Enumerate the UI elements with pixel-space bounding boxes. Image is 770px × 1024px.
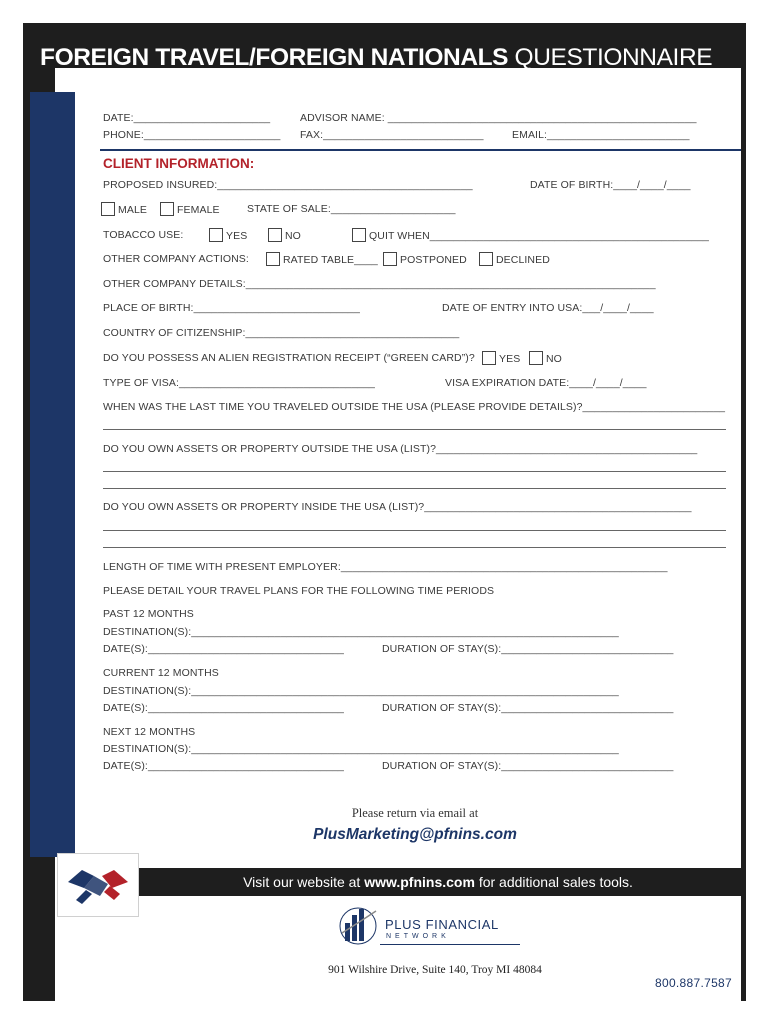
checkbox[interactable] bbox=[268, 228, 282, 242]
period-label: PAST 12 MONTHS bbox=[103, 608, 194, 620]
tobacco-use-label: TOBACCO USE: bbox=[103, 229, 184, 241]
postponed-option[interactable]: POSTPONED bbox=[383, 252, 467, 266]
assets-outside-field[interactable]: DO YOU OWN ASSETS OR PROPERTY OUTSIDE THE USA (LIST)?____________________________________________ bbox=[103, 443, 698, 455]
female-option[interactable]: FEMALE bbox=[160, 202, 220, 216]
green-card-yes-option[interactable]: YES bbox=[482, 351, 520, 365]
state-of-sale-field[interactable]: STATE OF SALE:_____________________ bbox=[247, 203, 456, 215]
fax-field[interactable]: FAX:___________________________ bbox=[300, 129, 484, 141]
left-accent-bar bbox=[30, 92, 75, 857]
answer-line[interactable] bbox=[103, 547, 726, 548]
duration-field[interactable]: DURATION OF STAY(S):_____________________________ bbox=[382, 702, 674, 714]
visa-expiration-field[interactable]: VISA EXPIRATION DATE:____/____/____ bbox=[445, 377, 647, 389]
company-logo-icon bbox=[336, 903, 382, 954]
destinations-field[interactable]: DESTINATION(S):________________________________________________________________________ bbox=[103, 685, 619, 697]
other-details-field[interactable]: OTHER COMPANY DETAILS:_____________________________________________________________________ bbox=[103, 278, 656, 290]
answer-line[interactable] bbox=[103, 429, 726, 430]
tobacco-quit-option[interactable]: QUIT WHEN_______________________________________________ bbox=[352, 228, 709, 242]
company-phone: 800.887.7587 bbox=[655, 976, 733, 990]
proposed-insured-field[interactable]: PROPOSED INSURED:___________________________________________ bbox=[103, 179, 473, 191]
green-card-question: DO YOU POSSESS AN ALIEN REGISTRATION RECEIPT (“GREEN CARD”)? bbox=[103, 352, 475, 364]
checkbox[interactable] bbox=[101, 202, 115, 216]
company-address: 901 Wilshire Drive, Suite 140, Troy MI 48084 bbox=[328, 964, 542, 976]
phone-field[interactable]: PHONE:_______________________ bbox=[103, 129, 281, 141]
type-of-visa-field[interactable]: TYPE OF VISA:_________________________________ bbox=[103, 377, 375, 389]
checkbox[interactable] bbox=[352, 228, 366, 242]
page-title: FOREIGN TRAVEL/FOREIGN NATIONALS QUESTIONNAIRE bbox=[40, 44, 713, 71]
handshake-logo-icon bbox=[57, 853, 139, 917]
return-instructions: Please return via email at bbox=[351, 806, 479, 820]
checkbox[interactable] bbox=[266, 252, 280, 266]
green-card-no-option[interactable]: NO bbox=[529, 351, 562, 365]
answer-line[interactable] bbox=[103, 530, 726, 531]
email-field[interactable]: EMAIL:________________________ bbox=[512, 129, 690, 141]
period-label: NEXT 12 MONTHS bbox=[103, 726, 196, 738]
duration-field[interactable]: DURATION OF STAY(S):_____________________________ bbox=[382, 760, 674, 772]
last-travel-field[interactable]: WHEN WAS THE LAST TIME YOU TRAVELED OUTSIDE THE USA (PLEASE PROVIDE DETAILS)?________________________ bbox=[103, 401, 726, 413]
company-subtitle: NETWORK bbox=[386, 933, 450, 940]
checkbox[interactable] bbox=[529, 351, 543, 365]
checkbox[interactable] bbox=[479, 252, 493, 266]
checkbox[interactable] bbox=[482, 351, 496, 365]
answer-line[interactable] bbox=[103, 471, 726, 472]
section-title: CLIENT INFORMATION: bbox=[103, 156, 255, 171]
dates-field[interactable]: DATE(S):_________________________________ bbox=[103, 702, 344, 714]
logo-divider bbox=[380, 944, 520, 945]
assets-inside-field[interactable]: DO YOU OWN ASSETS OR PROPERTY INSIDE THE USA (LIST)?_____________________________________________ bbox=[103, 501, 692, 513]
travel-plans-heading: PLEASE DETAIL YOUR TRAVEL PLANS FOR THE FOLLOWING TIME PERIODS bbox=[103, 585, 495, 597]
checkbox[interactable] bbox=[160, 202, 174, 216]
period-label: CURRENT 12 MONTHS bbox=[103, 667, 219, 679]
date-of-entry-field[interactable]: DATE OF ENTRY INTO USA:___/____/____ bbox=[442, 302, 654, 314]
checkbox[interactable] bbox=[209, 228, 223, 242]
website-banner: Visit our website at www.pfnins.com for additional sales tools. bbox=[135, 868, 741, 896]
website-link[interactable]: www.pfnins.com bbox=[364, 874, 475, 890]
tobacco-no-option[interactable]: NO bbox=[268, 228, 301, 242]
citizenship-field[interactable]: COUNTRY OF CITIZENSHIP:____________________________________ bbox=[103, 327, 460, 339]
rated-table-option[interactable]: RATED TABLE____ bbox=[266, 252, 378, 266]
checkbox[interactable] bbox=[383, 252, 397, 266]
destinations-field[interactable]: DESTINATION(S):________________________________________________________________________ bbox=[103, 743, 619, 755]
dates-field[interactable]: DATE(S):_________________________________ bbox=[103, 760, 344, 772]
declined-option[interactable]: DECLINED bbox=[479, 252, 550, 266]
other-actions-label: OTHER COMPANY ACTIONS: bbox=[103, 253, 249, 265]
male-option[interactable]: MALE bbox=[101, 202, 147, 216]
date-of-birth-field[interactable]: DATE OF BIRTH:____/____/____ bbox=[530, 179, 691, 191]
section-divider bbox=[100, 149, 741, 151]
tobacco-yes-option[interactable]: YES bbox=[209, 228, 247, 242]
employer-field[interactable]: LENGTH OF TIME WITH PRESENT EMPLOYER:_______________________________________________________ bbox=[103, 561, 668, 573]
answer-line[interactable] bbox=[103, 488, 726, 489]
company-name: PLUS FINANCIAL bbox=[385, 917, 499, 932]
duration-field[interactable]: DURATION OF STAY(S):_____________________________ bbox=[382, 643, 674, 655]
place-of-birth-field[interactable]: PLACE OF BIRTH:____________________________ bbox=[103, 302, 360, 314]
dates-field[interactable]: DATE(S):_________________________________ bbox=[103, 643, 344, 655]
advisor-name-field[interactable]: ADVISOR NAME: ____________________________________________________ bbox=[300, 112, 697, 124]
destinations-field[interactable]: DESTINATION(S):________________________________________________________________________ bbox=[103, 626, 619, 638]
date-field[interactable]: DATE:_______________________ bbox=[103, 112, 271, 124]
return-email-link[interactable]: PlusMarketing@pfnins.com bbox=[313, 826, 517, 843]
